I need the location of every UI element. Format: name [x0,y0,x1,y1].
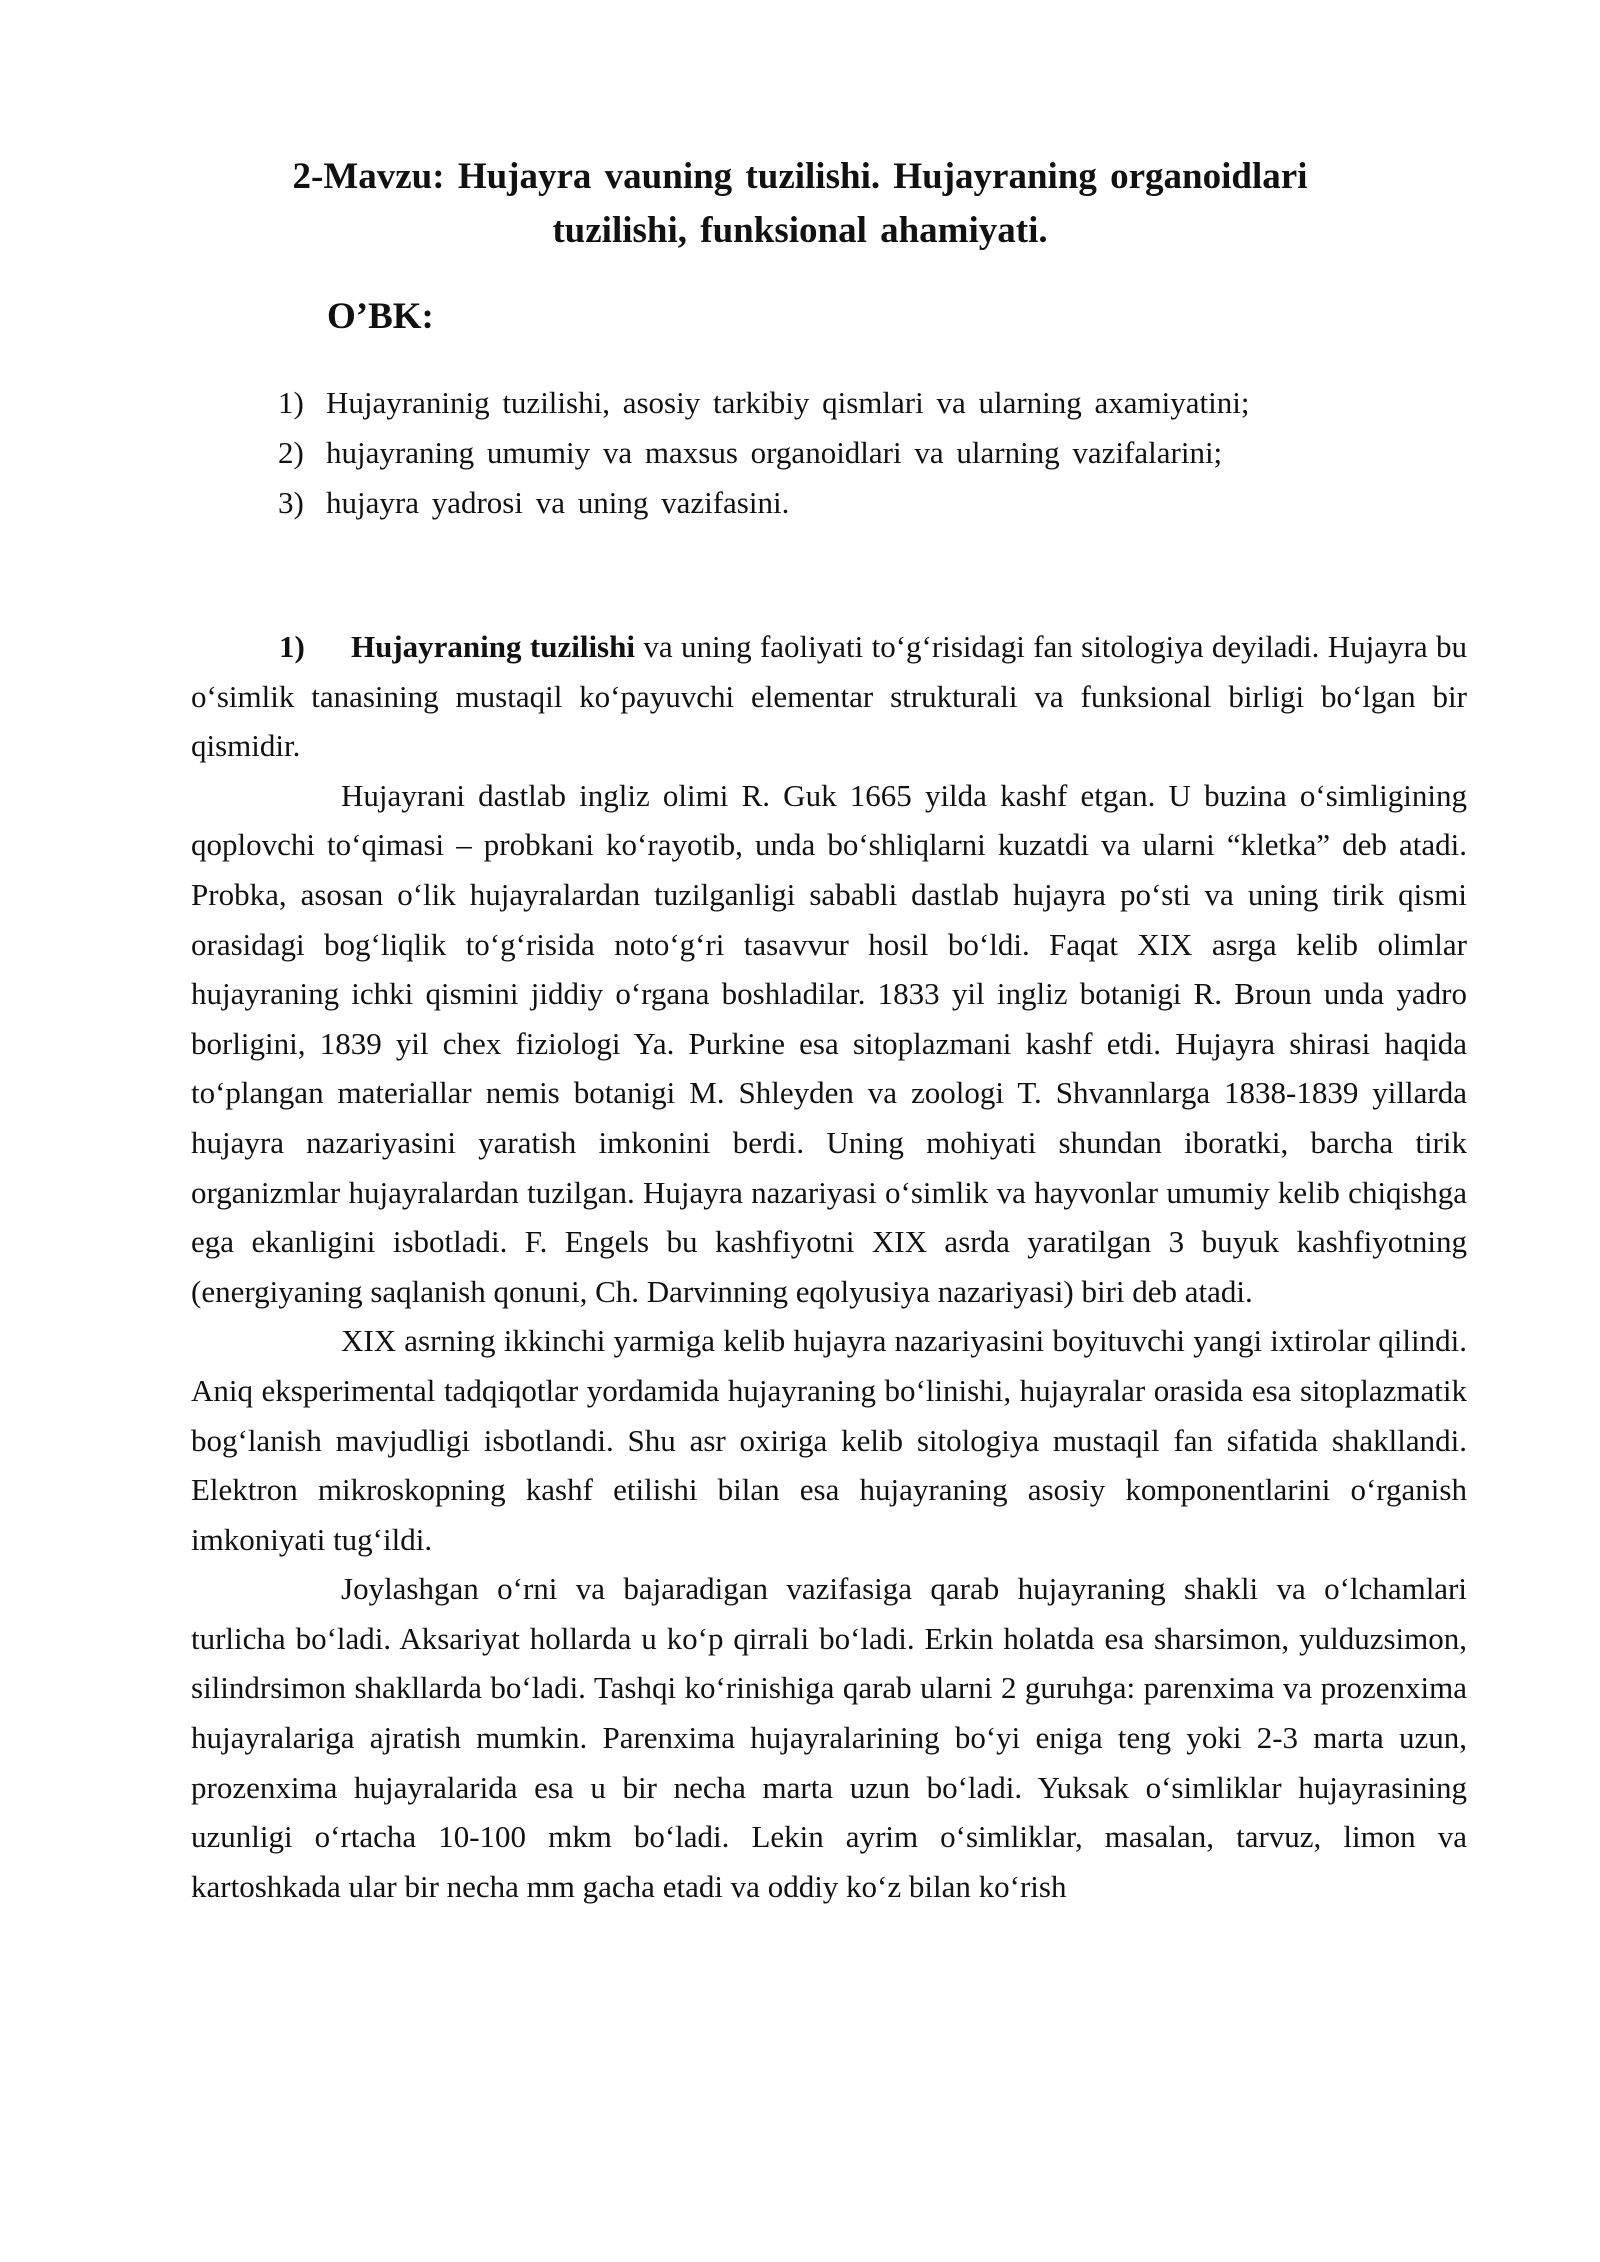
objective-text: hujayra yadrosi va uning vazifasini. [326,485,790,520]
objective-number: 2) [278,435,304,470]
body-text [191,622,1467,1911]
objective-text: Hujayraninig tuzilishi, asosiy tarkibiy qismlari va ularning axamiyatini; [326,385,1250,420]
section-lead-term: Hujayraning tuzilishi [351,629,635,664]
objectives-list [278,378,1458,528]
objective-item [278,428,1458,478]
objective-item [278,378,1458,428]
page-title [0,150,1600,258]
objective-number: 1) [278,385,304,420]
title-line-2: tuzilishi, funksional ahamiyati. [552,210,1048,251]
paragraph-text: va uning faoliyati to‘g‘risidagi fan sitologiya deyiladi. Hujayra bu o‘simlik tanasining mustaqil ko‘payuvchi elementar strukturali va funksional birligi bo‘lgan bir qismidir. [191,629,1468,764]
objective-text: hujayraning umumiy va maxsus organoidlari va ularning vazifalarini; [326,435,1223,470]
objective-number: 3) [278,485,304,520]
paragraph [191,622,1467,771]
objective-item [278,478,1458,528]
paragraph: Joylashgan o‘rni va bajaradigan vazifasiga qarab hujayraning shakli va o‘lchamlari turlicha bo‘ladi. Aksariyat hollarda u ko‘p qirrali bo‘ladi. Erkin holatda esa sharsimon, yulduzsimon, silindrsimon shakllarda bo‘ladi. Tashqi ko‘rinishiga qarab ularni 2 guruhga: parenxima va prozenxima hujayralariga ajratish mumkin. Parenxima hujayralarining bo‘yi eniga teng yoki 2-3 marta uzun, prozenxima hujayralarida esa u bir necha marta uzun bo‘ladi. Yuksak o‘simliklar hujayrasining uzunligi o‘rtacha 10-100 mkm bo‘ladi. Lekin ayrim o‘simliklar, masalan, tarvuz, limon va kartoshkada ular bir necha mm gacha etadi va oddiy ko‘z bilan ko‘rish [191,1571,1467,1904]
section-number: 1) [279,629,305,664]
paragraph: Hujayrani dastlab ingliz olimi R. Guk 1665 yilda kashf etgan. U buzina o‘simligining qoplovchi to‘qimasi – probkani ko‘rayotib, unda bo‘shliqlarni kuzatdi va ularni “kletka” deb atadi. Probka, asosan o‘lik hujayralardan tuzilganligi sababli dastlab hujayra po‘sti va uning tirik qismi orasidagi bog‘liqlik to‘g‘risida noto‘g‘ri tasavvur hosil bo‘ldi. Faqat XIX asrga kelib olimlar hujayraning ichki qismini jiddiy o‘rgana boshladilar. 1833 yil ingliz botanigi R. Broun unda yadro borligini, 1839 yil chex fiziologi Ya. Purkine esa sitoplazmani kashf etdi. Hujayra shirasi haqida to‘plangan materiallar nemis botanigi M. Shleyden va zoologi T. Shvannlarga 1838-1839 yillarda hujayra nazariyasini yaratish imkonini berdi. Uning mohiyati shundan iboratki, barcha tirik organizmlar hujayralardan tuzilgan. Hujayra nazariyasi o‘simlik va hayvonlar umumiy kelib chiqishga ega ekanligini isbotladi. F. Engels bu kashfiyotni XIX asrda yaratilgan 3 buyuk kashfiyotning (energiyaning saqlanish qonuni, Ch. Darvinning eqolyusiya nazariyasi) biri deb atadi. [191,777,1467,1309]
paragraph: XIX asrning ikkinchi yarmiga kelib hujayra nazariyasini boyituvchi yangi ixtirolar qilindi. Aniq eksperimental tadqiqotlar yordamida hujayraning bo‘linishi, hujayralar orasida esa sitoplazmatik bog‘lanish mavjudligi isbotlandi. Shu asr oxiriga kelib sitologiya mustaqil fan sifatida shakllandi. Elektron mikroskopning kashf etilishi bilan esa hujayraning asosiy komponentlarini o‘rganish imkoniyati tug‘ildi. [191,1323,1467,1557]
obk-heading: O’BK: [327,296,434,337]
title-line-1: 2-Mavzu: Hujayra vauning tuzilishi. Hujayraning organoidlari [292,156,1308,197]
